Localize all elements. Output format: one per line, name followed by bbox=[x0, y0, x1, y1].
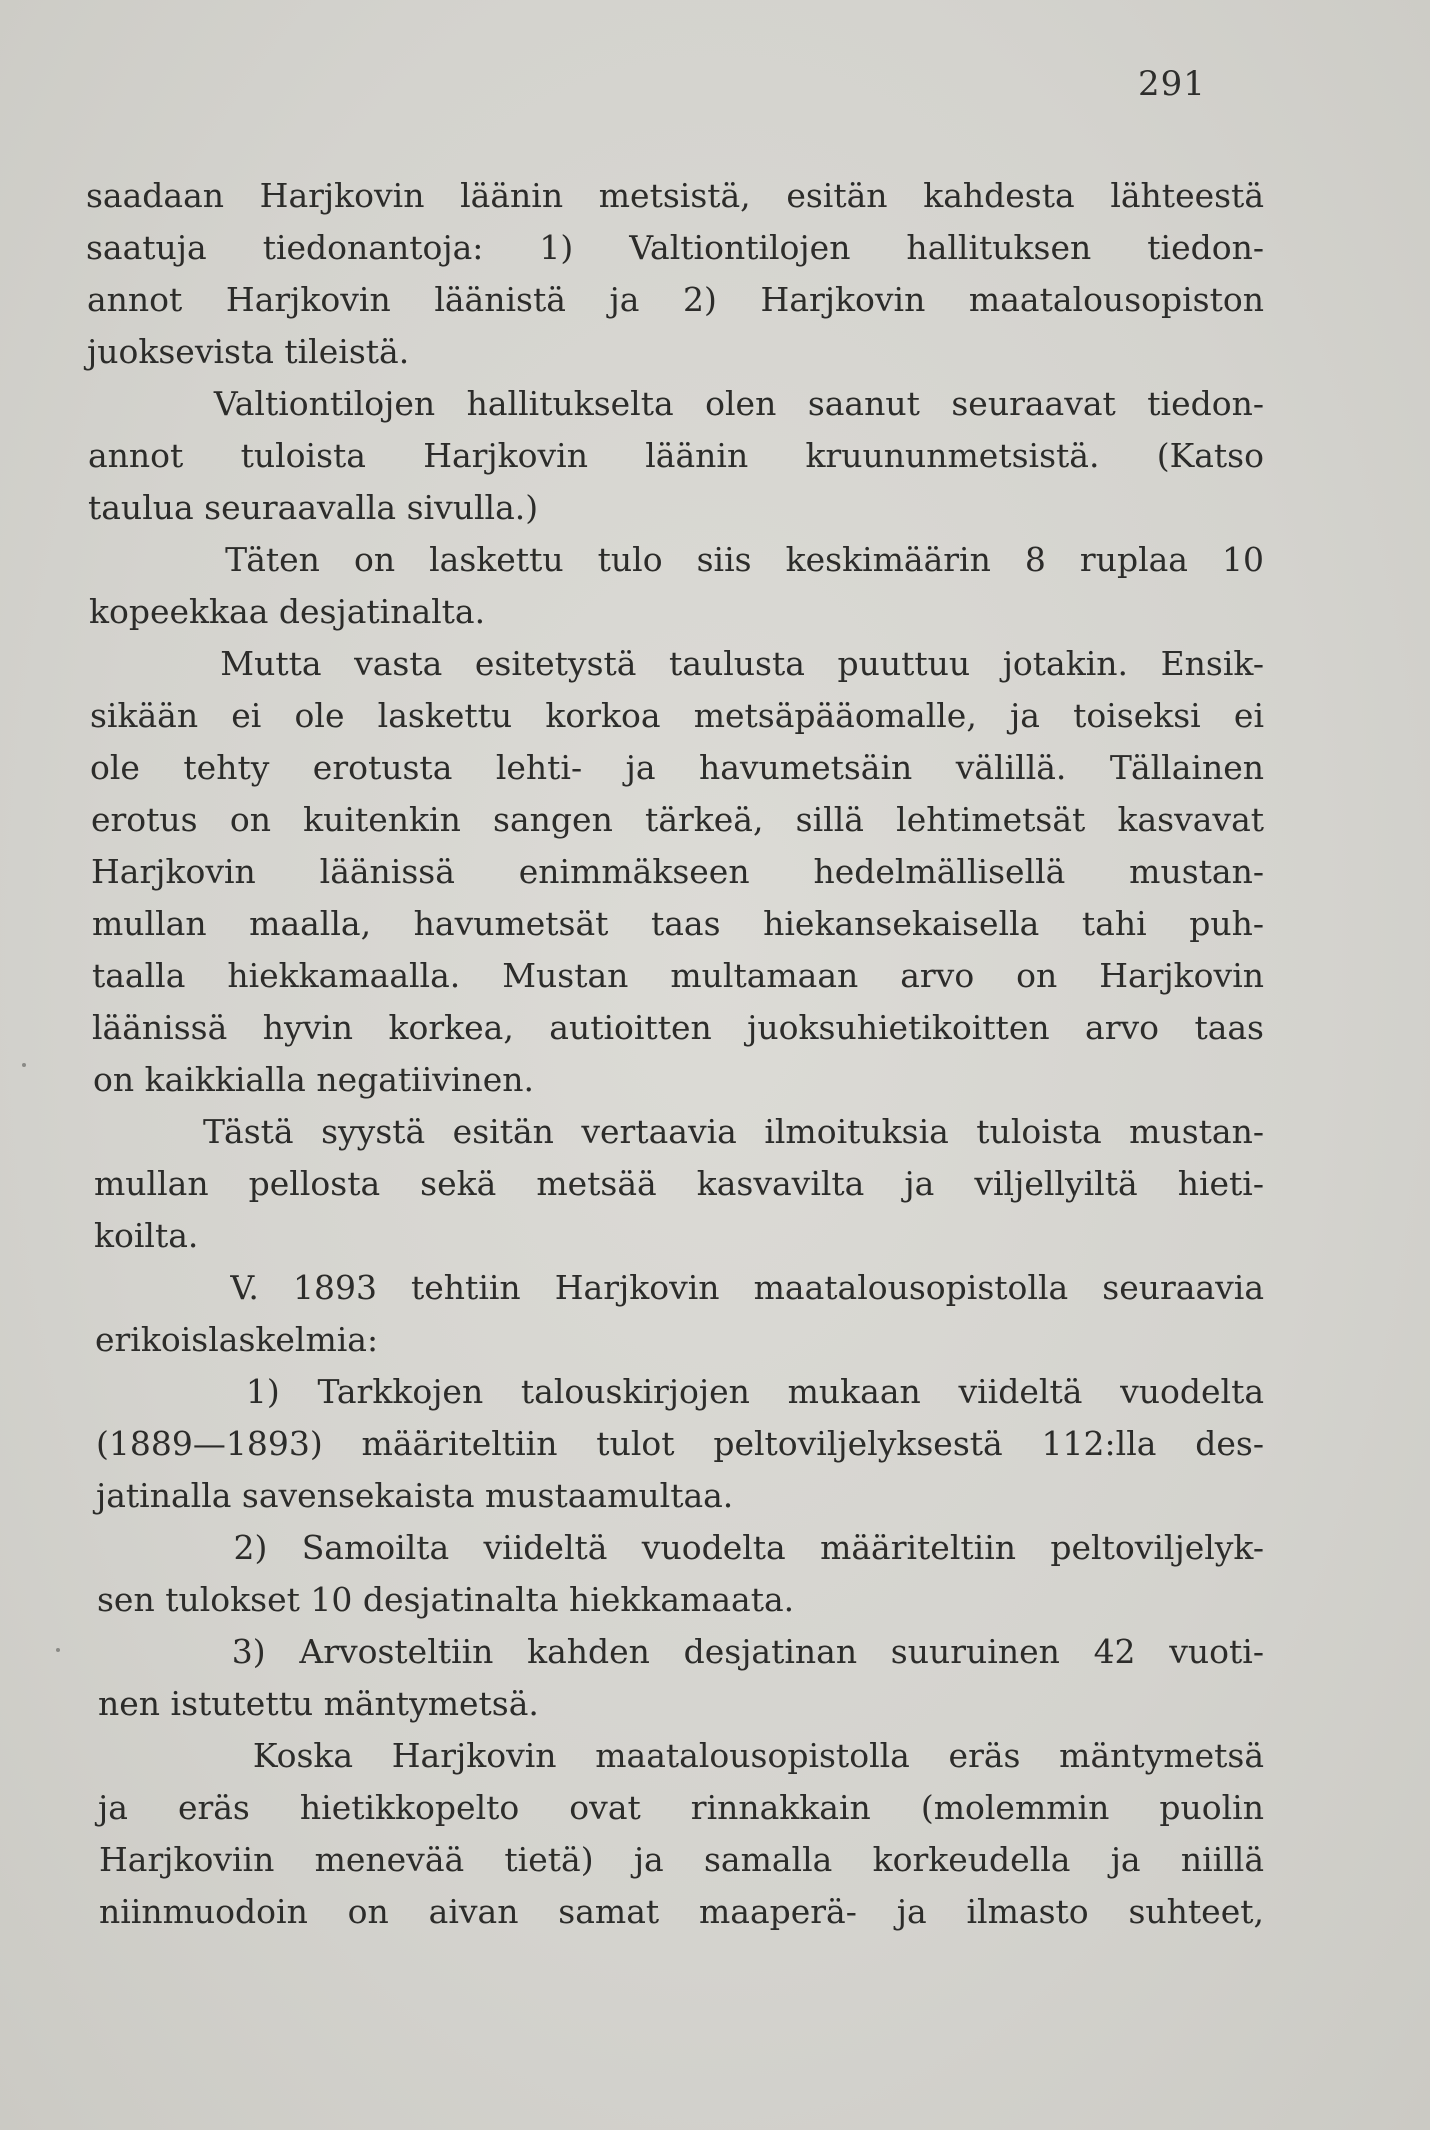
text-line: kopeekkaa desjatinalta. bbox=[89, 592, 486, 631]
text-line: erikoislaskelmia: bbox=[95, 1320, 379, 1359]
text-line: sen tulokset 10 desjatinalta hiekkamaata. bbox=[97, 1580, 795, 1619]
text-line: taulua seuraavalla sivulla.) bbox=[88, 488, 539, 527]
text-line: Harjkoviin menevää tietä) ja samalla korkeudella ja niillä bbox=[99, 1840, 1264, 1879]
text-line: mullan pellosta sekä metsää kasvavilta ja viljellyiltä hieti- bbox=[94, 1164, 1264, 1203]
page-number: 291 bbox=[1138, 64, 1206, 104]
text-line: Täten on laskettu tulo siis keskimäärin 8 ruplaa 10 bbox=[89, 540, 1264, 579]
text-line: mullan maalla, havumetsät taas hiekansekaisella tahi puh- bbox=[92, 904, 1264, 943]
text-line: 2) Samoilta viideltä vuodelta määriteltiin peltoviljelyk- bbox=[96, 1528, 1264, 1567]
text-line: Valtiontilojen hallitukselta olen saanut seuraavat tiedon- bbox=[88, 384, 1264, 423]
text-line: saadaan Harjkovin läänin metsistä, esitän kahdesta lähteestä bbox=[86, 176, 1264, 215]
text-line: annot Harjkovin läänistä ja 2) Harjkovin maatalousopiston bbox=[87, 280, 1264, 319]
text-line: ole tehty erotusta lehti- ja havumetsäin välillä. Tällainen bbox=[90, 748, 1264, 787]
text-line: taalla hiekkamaalla. Mustan multamaan arvo on Harjkovin bbox=[92, 956, 1264, 995]
text-line: sikään ei ole laskettu korkoa metsäpääomalle, ja toiseksi ei bbox=[90, 696, 1264, 735]
text-line: Koska Harjkovin maatalousopistolla eräs mäntymetsä bbox=[98, 1736, 1264, 1775]
text-line: jatinalla savensekaista mustaamultaa. bbox=[96, 1476, 734, 1515]
text-line: nen istutettu mäntymetsä. bbox=[98, 1684, 539, 1723]
text-line: koilta. bbox=[94, 1216, 199, 1255]
text-line: juoksevista tileistä. bbox=[87, 332, 410, 371]
text-line: erotus on kuitenkin sangen tärkeä, sillä lehtimetsät kasvavat bbox=[91, 800, 1264, 839]
text-line: (1889—1893) määriteltiin tulot peltoviljelyksestä 112:lla des- bbox=[96, 1424, 1264, 1463]
text-line: ja eräs hietikkopelto ovat rinnakkain (molemmin puolin bbox=[98, 1788, 1264, 1827]
scan-speck bbox=[22, 1063, 26, 1067]
text-line: 1) Tarkkojen talouskirjojen mukaan viideltä vuodelta bbox=[95, 1372, 1264, 1411]
text-line: on kaikkialla negatiivinen. bbox=[93, 1060, 535, 1099]
text-line: Harjkovin läänissä enimmäkseen hedelmällisellä mustan- bbox=[91, 852, 1264, 891]
text-line: Mutta vasta esitetystä taulusta puuttuu jotakin. Ensik- bbox=[90, 644, 1264, 683]
text-line: läänissä hyvin korkea, autioitten juoksuhietikoitten arvo taas bbox=[92, 1008, 1264, 1047]
text-line: V. 1893 tehtiin Harjkovin maatalousopistolla seuraavia bbox=[94, 1268, 1264, 1307]
text-line: niinmuodoin on aivan samat maaperä- ja ilmasto suhteet, bbox=[99, 1892, 1264, 1931]
scan-speck bbox=[56, 1648, 60, 1652]
text-line: annot tuloista Harjkovin läänin kruununmetsistä. (Katso bbox=[88, 436, 1264, 475]
text-line: saatuja tiedonantoja: 1) Valtiontilojen hallituksen tiedon- bbox=[86, 228, 1264, 267]
text-line: Tästä syystä esitän vertaavia ilmoituksia tuloista mustan- bbox=[93, 1112, 1264, 1151]
text-line: 3) Arvosteltiin kahden desjatinan suuruinen 42 vuoti- bbox=[97, 1632, 1264, 1671]
